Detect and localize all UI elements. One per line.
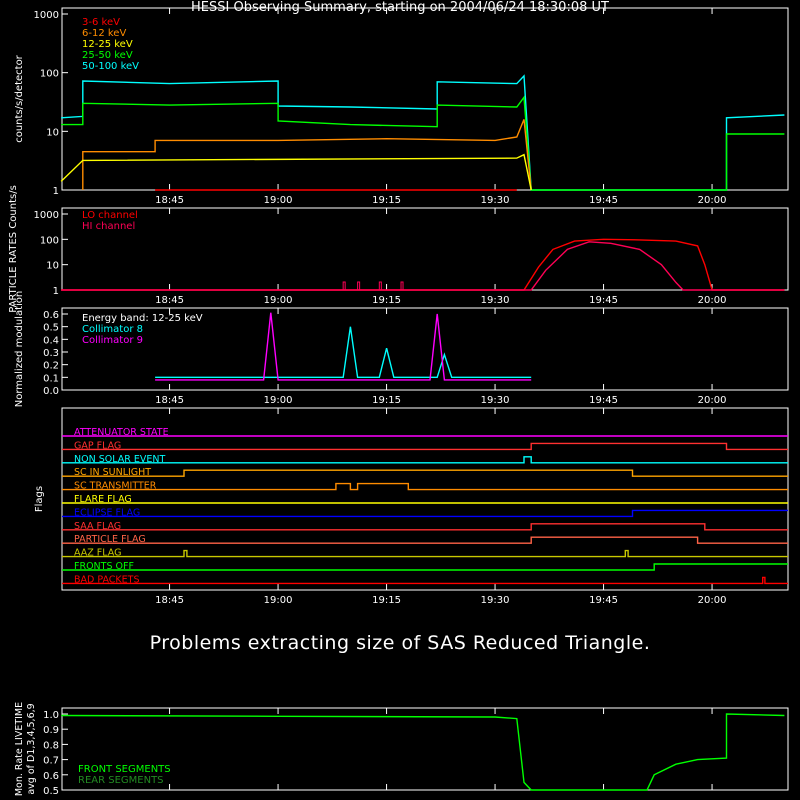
flag-label: BAD PACKETS <box>74 574 140 586</box>
count-rates-time-label: 19:30 <box>480 195 510 206</box>
count-rates-time-label: 19:15 <box>372 195 401 206</box>
particle-rates-series-hi-channel <box>61 242 784 290</box>
flag-label: AAZ FLAG <box>74 547 122 559</box>
flag-line-bad-packets <box>62 577 788 583</box>
modulation-legend-item: Collimator 8 <box>82 324 143 335</box>
particle-rates-frame <box>62 208 788 290</box>
flag-line-sc-transmitter <box>62 484 788 490</box>
y-tick-label: 100 <box>39 68 59 80</box>
particle-rates-time-label: 19:00 <box>263 295 293 306</box>
flags-time-label: 19:00 <box>263 595 293 606</box>
particle-rates-time-label: 19:15 <box>372 295 401 306</box>
y-tick-label: 1.0 <box>43 710 59 721</box>
flag-line-fronts-off <box>62 564 788 570</box>
particle-spike <box>343 282 345 290</box>
count-rates-series-25-50-kev <box>61 97 784 190</box>
modulation-time-label: 19:00 <box>263 395 293 406</box>
count-rates-time-label: 19:45 <box>589 195 618 206</box>
y-tick-label: 0.8 <box>43 740 59 752</box>
particle-rates-legend-item: HI channel <box>82 221 136 232</box>
flag-label: GAP FLAG <box>74 440 122 452</box>
y-tick-label: 0.1 <box>43 373 59 385</box>
y-tick-label: 10 <box>46 127 59 139</box>
particle-rates-time-label: 19:45 <box>589 295 618 306</box>
particle-spike <box>401 282 403 290</box>
y-tick-label: 0.3 <box>43 348 59 359</box>
y-tick-label: 1000 <box>33 210 59 221</box>
flag-label: ATTENUATOR STATE <box>74 427 169 438</box>
flags-time-label: 19:30 <box>480 595 510 606</box>
particle-rates-time-label: 20:00 <box>697 295 727 306</box>
count-rates-series-6-12-kev <box>83 119 531 190</box>
modulation-time-label: 20:00 <box>697 395 727 406</box>
flag-line-non-solar-event <box>62 457 788 463</box>
flag-line-particle-flag <box>62 537 788 543</box>
livetime-frame <box>62 708 788 790</box>
flags-time-label: 18:45 <box>155 595 184 606</box>
livetime-series-front-segments <box>61 714 784 790</box>
flag-label: PARTICLE FLAG <box>74 534 146 546</box>
y-tick-label: 0.2 <box>43 360 59 372</box>
particle-rates-ylabel: PARTICLE RATES Counts/s <box>8 185 19 313</box>
flag-label: SAA FLAG <box>74 520 122 532</box>
count-rates-legend-item: 12-25 keV <box>82 39 133 50</box>
modulation-legend-item: Collimator 9 <box>82 335 143 346</box>
count-rates-time-label: 19:00 <box>263 195 293 206</box>
count-rates-frame <box>62 8 788 190</box>
count-rates-legend-item: 3-6 keV <box>82 17 120 28</box>
flags-time-label: 19:15 <box>372 595 401 606</box>
particle-rates-legend-item: LO channel <box>82 210 138 221</box>
flag-line-sc-in-sunlight <box>62 470 788 476</box>
modulation-time-label: 19:30 <box>480 395 510 406</box>
livetime-legend-item: REAR SEGMENTS <box>78 775 164 786</box>
livetime-ylabel-line: avg of D1,3,4,5,6,9 <box>26 703 37 795</box>
particle-spike <box>358 282 360 290</box>
modulation-legend-item: Energy band: 12-25 keV <box>82 313 203 324</box>
y-tick-label: 10 <box>46 260 59 272</box>
modulation-time-label: 18:45 <box>155 395 184 406</box>
particle-spike <box>379 282 381 290</box>
modulation-series-collimator-8 <box>155 327 531 378</box>
y-tick-label: 0.6 <box>43 310 59 321</box>
flag-label: SC IN SUNLIGHT <box>74 467 152 479</box>
modulation-time-label: 19:45 <box>589 395 618 406</box>
y-tick-label: 0.6 <box>43 770 59 782</box>
flag-label: SC TRANSMITTER <box>74 480 157 492</box>
flag-line-eclipse-flag <box>62 510 788 516</box>
livetime-legend-item: FRONT SEGMENTS <box>78 764 171 775</box>
count-rates-time-label: 20:00 <box>697 195 727 206</box>
flags-time-label: 19:45 <box>589 595 618 606</box>
count-rates-series-50-100-kev <box>61 76 784 190</box>
flag-label: FRONTS OFF <box>74 561 134 572</box>
y-tick-label: 1000 <box>33 10 59 21</box>
count-rates-legend-item: 25-50 keV <box>82 50 133 61</box>
y-tick-label: 1 <box>52 186 59 197</box>
y-tick-label: 1 <box>52 286 59 297</box>
flag-line-gap-flag <box>62 443 788 449</box>
flag-label: FLARE FLAG <box>74 494 132 505</box>
flags-time-label: 20:00 <box>697 595 727 606</box>
modulation-time-label: 19:15 <box>372 395 401 406</box>
particle-rates-time-label: 18:45 <box>155 295 184 306</box>
flags-ylabel: Flags <box>34 485 45 513</box>
flag-line-saa-flag <box>62 524 788 530</box>
count-rates-time-label: 18:45 <box>155 195 184 206</box>
livetime-ylabel-line: Mon. Rate LIVETIME <box>14 701 25 797</box>
y-tick-label: 0.4 <box>43 335 59 347</box>
modulation-ylabel: Normalized modulation <box>14 290 25 408</box>
count-rates-legend-item: 50-100 keV <box>82 61 140 72</box>
y-tick-label: 100 <box>39 235 59 247</box>
page-title: HESSI Observing Summary, starting on 2004/06/24 18:30:08 UT <box>191 0 609 15</box>
count-rates-legend-item: 6-12 keV <box>82 28 127 39</box>
y-tick-label: 0.5 <box>43 786 59 797</box>
count-rates-ylabel: counts/s/detector <box>14 55 25 143</box>
flag-line-aaz-flag <box>62 551 788 557</box>
y-tick-label: 0.0 <box>43 386 59 397</box>
flag-label: NON SOLAR EVENT <box>74 453 166 465</box>
y-tick-label: 0.7 <box>43 755 59 767</box>
particle-rates-time-label: 19:30 <box>480 295 510 306</box>
y-tick-label: 0.9 <box>43 725 59 737</box>
sas-error-message: Problems extracting size of SAS Reduced Triangle. <box>149 632 651 654</box>
modulation-series-collimator-9 <box>155 313 531 380</box>
count-rates-series-12-25-kev <box>61 155 531 190</box>
flag-label: ECLIPSE FLAG <box>74 507 141 519</box>
y-tick-label: 0.5 <box>43 322 59 334</box>
